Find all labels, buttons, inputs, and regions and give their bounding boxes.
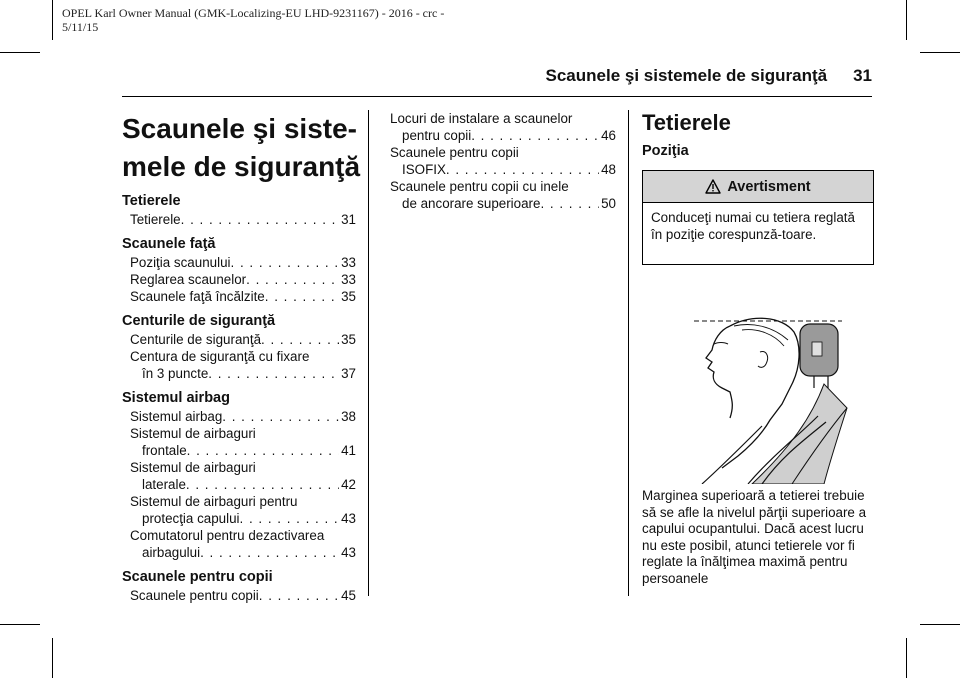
crop-mark-top-left (52, 0, 53, 40)
toc-page-number: 45 (341, 588, 356, 603)
toc-entry-line (130, 527, 356, 544)
toc-entry-text: în 3 puncte (142, 366, 209, 381)
toc-entry[interactable] (390, 110, 616, 144)
toc-entry-line (390, 195, 616, 212)
toc-leader-dots (446, 161, 599, 178)
toc-entry-line (130, 365, 356, 382)
crop-mark-top-right (906, 0, 907, 40)
toc-section (122, 192, 356, 228)
toc-entry-text: Locuri de instalare a scaunelor (390, 111, 573, 126)
crop-mark-bottom-left (52, 638, 53, 678)
toc-section-title[interactable]: Centurile de siguranţă (122, 313, 276, 329)
page-number: 31 (853, 66, 872, 85)
toc-leader-dots (187, 442, 339, 459)
column-divider-2 (628, 110, 629, 596)
toc-entry[interactable] (122, 211, 356, 228)
toc-entry-text: Centura de siguranţă cu fixare (130, 349, 310, 364)
toc-entry-line (130, 331, 356, 348)
toc-entry-line (390, 178, 616, 195)
toc-section-title[interactable]: Tetierele (122, 193, 181, 209)
running-header (546, 66, 873, 86)
toc-entry-line (130, 510, 356, 527)
toc-entry-line (130, 493, 356, 510)
toc-leader-dots (200, 544, 339, 561)
toc-section-title[interactable]: Scaunele faţă (122, 236, 216, 252)
toc-section (122, 568, 356, 604)
toc-page-number: 35 (341, 332, 356, 347)
toc-leader-dots (231, 254, 340, 271)
toc-page-number: 43 (341, 511, 356, 526)
toc-page-number: 42 (341, 477, 356, 492)
toc-entry-line (130, 459, 356, 476)
print-metadata-line2: 5/11/15 (62, 20, 99, 34)
crop-mark-bottom-left-h (0, 624, 40, 625)
toc-leader-dots (540, 195, 599, 212)
toc-entry-text: de ancorare superioare (402, 196, 541, 211)
toc-entry[interactable] (122, 331, 356, 348)
toc-entry-line (130, 442, 356, 459)
toc-leader-dots (222, 408, 339, 425)
column-divider-1 (368, 110, 369, 596)
crop-mark-top-right-h (920, 52, 960, 53)
crop-mark-bottom-right-h (920, 624, 960, 625)
toc-entry-line (130, 544, 356, 561)
toc-entry-text: Sistemul de airbaguri (130, 460, 256, 475)
toc-entry-text: Sistemul airbag (130, 409, 223, 424)
crop-mark-top-left-h (0, 52, 40, 53)
toc-leader-dots (261, 331, 339, 348)
chapter-title-line2: mele de siguranţă (122, 151, 361, 182)
toc-entry-line (130, 288, 356, 305)
toc-entry[interactable] (122, 493, 356, 527)
toc-entry-text: protecţia capului (142, 511, 240, 526)
toc-page-number: 50 (601, 196, 616, 211)
toc-entry-line (390, 110, 616, 127)
section-subtitle: Poziţia (642, 143, 689, 159)
toc-entry-line (130, 211, 356, 228)
toc-entry-text: Scaunele pentru copii cu inele (390, 179, 569, 194)
toc-entry-line (130, 476, 356, 493)
toc-column-2 (390, 110, 616, 212)
warning-triangle-icon (705, 179, 721, 194)
toc-entry[interactable] (122, 459, 356, 493)
warning-title: Avertisment (727, 178, 811, 195)
toc-entry-text: Centurile de siguranţă (130, 332, 262, 347)
toc-entry[interactable] (122, 527, 356, 561)
toc-leader-dots (259, 587, 339, 604)
toc-entry-line (130, 254, 356, 271)
chapter-title (122, 110, 362, 186)
toc-leader-dots (186, 476, 339, 493)
running-header-title: Scaunele şi sistemele de siguranţă (545, 66, 828, 85)
crop-mark-bottom-right (906, 638, 907, 678)
toc-leader-dots (208, 365, 339, 382)
toc-page-number: 33 (341, 272, 356, 287)
toc-entry-text: Comutatorul pentru dezactivarea (130, 528, 325, 543)
toc-entry-line (130, 587, 356, 604)
toc-page-number: 35 (341, 289, 356, 304)
toc-leader-dots (181, 211, 339, 228)
toc-entry-line (390, 144, 616, 161)
warning-header (643, 171, 873, 203)
toc-entry-line (130, 271, 356, 288)
toc-entry-text: frontale (142, 443, 187, 458)
toc-entry-text: Scaunele pentru copii (390, 145, 519, 160)
header-rule (122, 96, 872, 97)
body-text: Marginea superioară a tetierei trebuie să se afle la nivelul părţii superioare a capului ocupantului. Dacă acest lucru nu este posibil, atunci tetierele vor fi reglate la înălţimea maximă pentru persoanele (642, 488, 867, 586)
toc-section (122, 312, 356, 382)
toc-leader-dots (471, 127, 599, 144)
toc-entry[interactable] (122, 408, 356, 425)
head-restraint-illustration (642, 296, 874, 484)
print-metadata-line1: OPEL Karl Owner Manual (GMK-Localizing-EU LHD-9231167) - 2016 - crc - (62, 6, 445, 20)
toc-section (122, 235, 356, 305)
toc-entry-text: Sistemul de airbaguri pentru (130, 494, 298, 509)
toc-page-number: 41 (341, 443, 356, 458)
chapter-title-line1: Scaunele şi siste- (122, 113, 358, 144)
toc-page-number: 33 (341, 255, 356, 270)
toc-entry[interactable] (122, 587, 356, 604)
toc-entry-text: laterale (142, 477, 186, 492)
section-title: Tetierele (642, 110, 731, 135)
toc-page-number: 37 (341, 366, 356, 381)
toc-entry-line (390, 127, 616, 144)
toc-entry-line (130, 408, 356, 425)
toc-section (122, 389, 356, 561)
toc-section-title[interactable]: Sistemul airbag (122, 390, 230, 406)
warning-box (642, 170, 874, 265)
toc-entry[interactable] (122, 348, 356, 382)
toc-entry-text: ISOFIX (402, 162, 446, 177)
toc-entry-text: Reglarea scaunelor (130, 272, 247, 287)
toc-page-number: 43 (341, 545, 356, 560)
toc-leader-dots (246, 271, 339, 288)
toc-entry[interactable] (390, 144, 616, 178)
toc-entry[interactable] (122, 254, 356, 271)
toc-entry[interactable] (390, 178, 616, 212)
toc-page-number: 48 (601, 162, 616, 177)
toc-section-title[interactable]: Scaunele pentru copii (122, 569, 273, 585)
toc-page-number: 46 (601, 128, 616, 143)
toc-entry-text: Scaunele pentru copii (130, 588, 259, 603)
toc-entry-line (130, 348, 356, 365)
toc-page-number: 38 (341, 409, 356, 424)
toc-entry-text: pentru copii (402, 128, 472, 143)
toc-entry[interactable] (122, 425, 356, 459)
toc-entry-text: Tetierele (130, 212, 181, 227)
toc-leader-dots (240, 510, 340, 527)
toc-page-number: 31 (341, 212, 356, 227)
toc-entry-text: airbagului (142, 545, 201, 560)
toc-leader-dots (265, 288, 339, 305)
toc-entry-text: Sistemul de airbaguri (130, 426, 256, 441)
toc-entry-line (130, 425, 356, 442)
toc-entry[interactable] (122, 271, 356, 288)
toc-entry[interactable] (122, 288, 356, 305)
print-metadata (62, 6, 444, 34)
toc-column-1 (122, 192, 356, 611)
warning-text: Conduceţi numai cu tetiera reglată în poziţie corespunză-toare. (651, 210, 855, 242)
toc-entry-text: Scaunele faţă încălzite (130, 289, 265, 304)
toc-entry-text: Poziţia scaunului (130, 255, 231, 270)
toc-entry-line (390, 161, 616, 178)
